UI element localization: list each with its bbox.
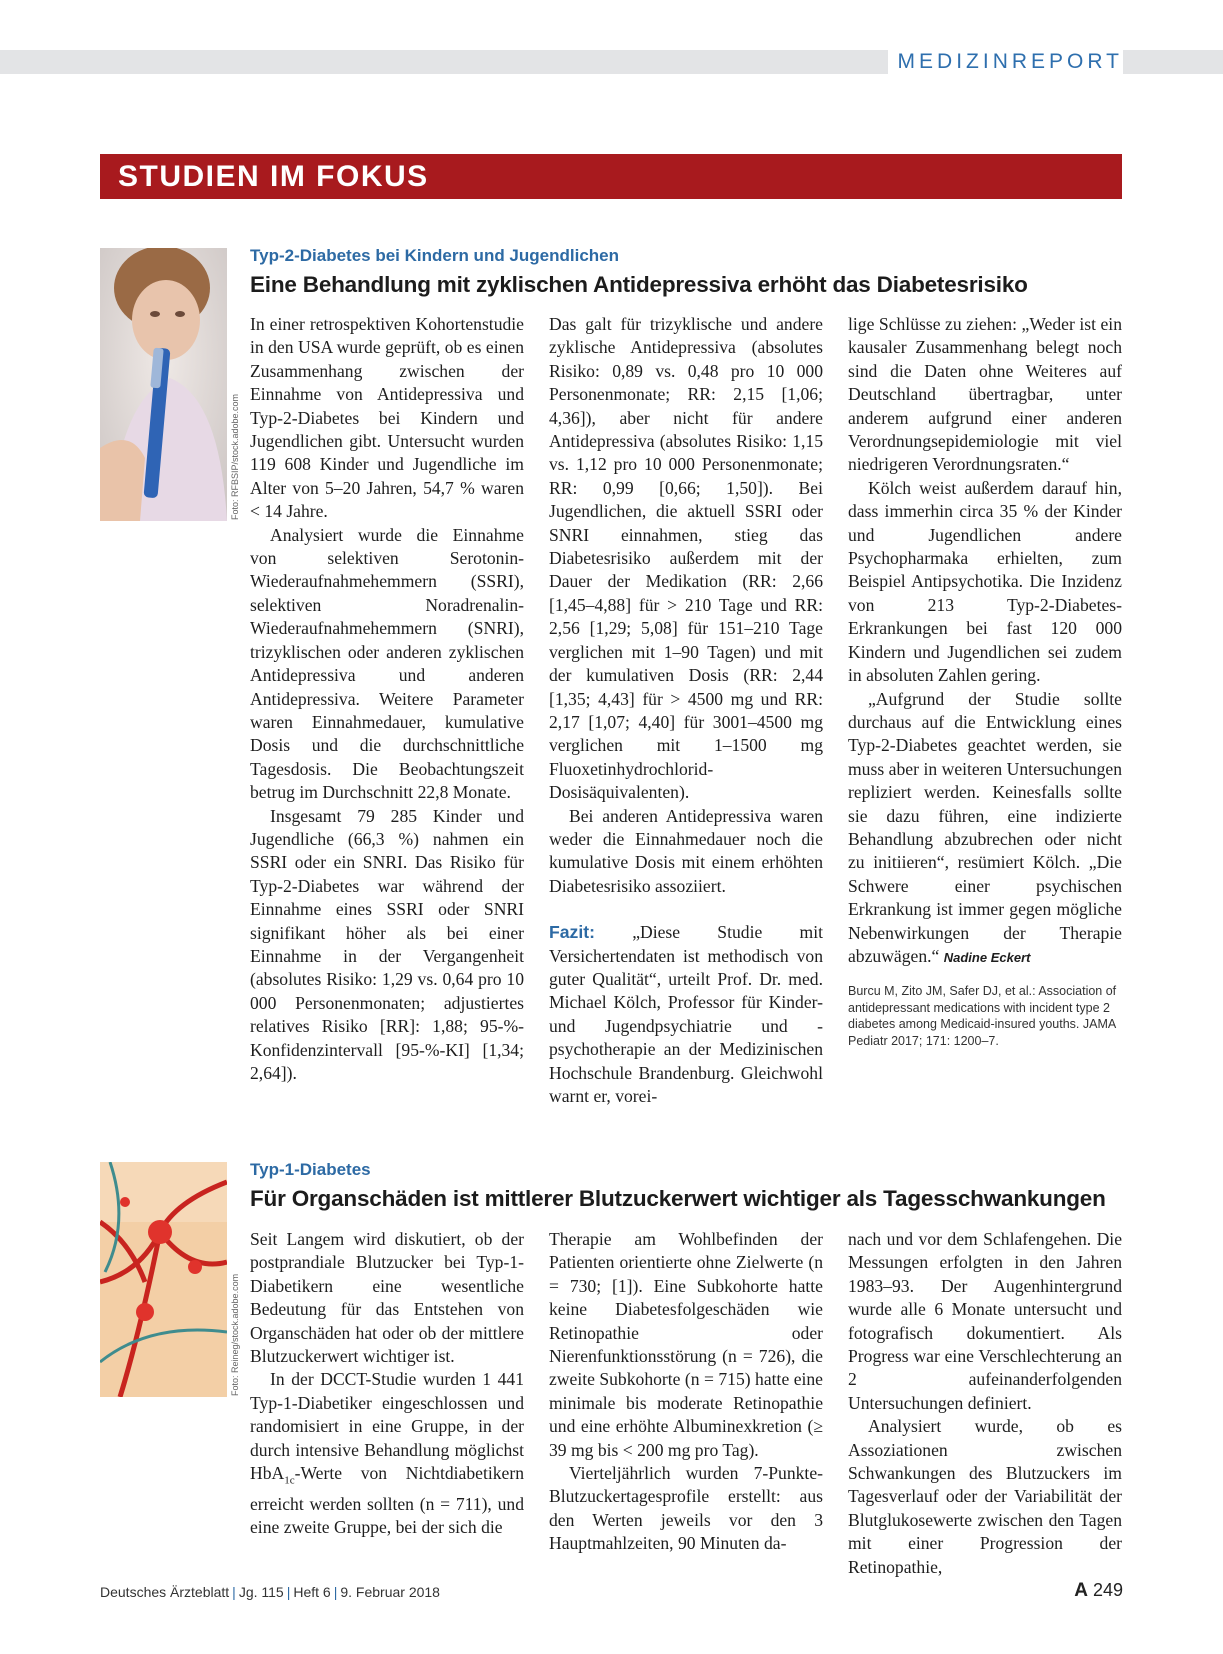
article1-column-3 — [848, 313, 1122, 1049]
fazit-paragraph — [549, 921, 823, 1108]
closing-paragraph — [848, 688, 1122, 970]
author-name: Nadine Eckert — [943, 949, 1031, 965]
paragraph: Analysiert wurde die Einnahme von selektiven Serotonin-Wiederaufnahmehemmern (SSRI), selektiven Noradrenalin-Wiederaufnahmehemmern (SNRI), trizyklischen oder anderen zyklischen Antidepressiva und anderen Antidepressiva. Weitere Parameter waren Einnahmedauer, kumulative Dosis und die durchschnittliche Tagesdosis. Die Beobachtungszeit betrug im Durchschnitt 22,8 Monate. — [250, 524, 524, 803]
article2-headline: Für Organschäden ist mittlerer Blutzuckerwert wichtiger als Tagesschwankungen — [250, 1186, 1106, 1211]
issue-date: 9. Februar 2018 — [340, 1584, 440, 1600]
paragraph: lige Schlüsse zu ziehen: „Weder ist ein kausaler Zusammenhang belegt noch sind die Daten ohne Weiteres auf Deutschland übertragbar, unter anderem aufgrund einer anderen Verordnungsepidemiologie mit viel niedrigeren Verordnungsraten.“ — [848, 314, 1122, 475]
section-label: MEDIZINREPORT — [888, 48, 1123, 76]
paragraph: Therapie am Wohlbefinden der Patienten orientierte ohne Zielwerte (n = 730; [1]). Eine Subkohorte hatte keine Diabetesfolgeschäden wie Retinopathie oder Nierenfunktionsstörung (n = 726), die zweite Subkohorte (n = 715) hatte eine minimale bis moderate Retinopathie und eine erhöhte Albuminexkretion (≥ 39 mg bis < 200 mg pro Tag). — [549, 1229, 823, 1460]
child-insulin-pen-image — [100, 248, 227, 521]
article1-photo — [100, 248, 227, 521]
page-prefix: A — [1074, 1580, 1088, 1601]
issue: Heft 6 — [293, 1584, 331, 1600]
paragraph: nach und vor dem Schlafengehen. Die Messungen erfolgten in den Jahren 1983–93. Der Augenhintergrund wurde alle 6 Monate untersucht und fotografisch dokumentiert. Als Progress war eine Verschlechterung an 2 aufeinanderfolgenden Untersuchungen definiert. — [848, 1229, 1122, 1413]
paragraph: Kölch weist außerdem darauf hin, dass immerhin circa 35 % der Kinder und Jugendlichen andere Psychopharmaka erhielten, zum Beispiel Antipsychotika. Die Inzidenz von 213 Typ-2-Diabetes-Erkrankungen bei fast 120 000 Kindern und Jugendlichen sei zudem in absoluten Zahlen gering. — [848, 477, 1122, 686]
page-number-value: 249 — [1092, 1580, 1123, 1600]
subscript: 1c — [284, 1474, 295, 1487]
fazit-text: „Diese Studie mit Versichertendaten ist methodisch von guter Qualität“, urteilt Prof. Dr. med. Michael Kölch, Professor für Kinder- und Jugendpsychiatrie und -psychotherapie an der Medizinischen Hochschule Brandenburg. Gleichwohl warnt er, vorei- — [549, 922, 823, 1106]
closing-text: „Aufgrund der Studie sollte durchaus auf die Entwicklung eines Typ-2-Diabetes geachtet werden, sie muss aber in weiteren Untersuchungen repliziert werden. Keinesfalls sollte sie dazu führen, eine indizierte Behandlung abzubrechen oder nicht zu initiieren“, resümiert Kölch. „Die Schwere einer psychischen Erkrankung ist immer gegen mögliche Nebenwirkungen der Therapie abzuwägen.“ — [848, 688, 1122, 966]
section-banner: STUDIEN IM FOKUS — [100, 154, 1122, 199]
article2-photo-credit: Foto: Reineg/stock.adobe.com — [230, 1273, 240, 1396]
article2-column-3 — [848, 1228, 1122, 1579]
paragraph: In einer retrospektiven Kohortenstudie in den USA wurde geprüft, ob es einen Zusammenhang zwischen der Einnahme von Antidepressiva und Typ-2-Diabetes bei Kindern und Jugendlichen gibt. Untersucht wurden 119 608 Kinder und Jugendliche im Alter von 5–20 Jahren, 54,7 % waren < 14 Jahre. — [250, 314, 524, 522]
article2-column-2 — [549, 1228, 823, 1556]
paragraph: Insgesamt 79 285 Kinder und Jugendliche (66,3 %) nahmen ein SSRI oder ein SNRI. Das Risiko für Typ-2-Diabetes war während der Einnahme eines SSRI oder SNRI signifikant höher als bei einer Einnahme in der Vergangenheit (absolutes Risiko: 1,29 vs. 0,64 pro 10 000 Personenmonaten; adjustiertes relatives Risiko [RR]: 1,88; 95-%-Konfidenzintervall [95-%-KI] [1,34; 2,64]). — [250, 805, 524, 1083]
paragraph: Das galt für trizyklische und andere zyklische Antidepressiva (absolutes Risiko: 0,89 vs. 0,48 pro 10 000 Personenmonate; RR: 2,15 [1,06; 4,36]), aber nicht für andere Antidepressiva (absolutes Risiko: 1,15 vs. 1,12 pro 10 000 Personenmonate; RR: 0,99 [0,66; 1,50]). Bei Jugendlichen, die aktuell SSRI oder SNRI einnahmen, stieg das Diabetesrisiko außerdem mit der Dauer der Medikation (RR: 2,66 [1,45–4,88] für > 210 Tage und RR: 2,56 [1,29; 5,08] für 151–210 Tage verglichen mit 1–90 Tagen) und mit der kumulativen Dosis (RR: 2,44 [1,35; 4,43] für > 4500 mg und RR: 2,17 [1,07; 4,40] für 3001–4500 mg verglichen mit 1–1500 mg Fluoxetinhydrochlorid-Dosisäquivalenten). — [549, 314, 823, 803]
article2-photo — [100, 1162, 227, 1397]
reference: Burcu M, Zito JM, Safer DJ, et al.: Association of antidepressant medications with incident type 2 diabetes among Medicaid-insured youths. JAMA Pediatr 2017; 171: 1200–7. — [848, 984, 1117, 1048]
paragraph: Seit Langem wird diskutiert, ob der postprandiale Blutzucker bei Typ-1-Diabetikern eine wesentliche Bedeutung für das Entstehen von Organschäden hat oder ob der mittlere Blutzuckerwert wichtiger ist. — [250, 1229, 524, 1367]
paragraph: Analysiert wurde, ob es Assoziationen zwischen Schwankungen des Blutzuckers im Tagesverlauf oder der Variabilität der Blutglukosewerte zwischen den Tagen mit einer Progression der Retinopathie, — [848, 1416, 1122, 1577]
footer-citation: Deutsches Ärzteblatt | Jg. 115 | Heft 6 | 9. Februar 2018 — [100, 1584, 440, 1600]
article1-column-1 — [250, 313, 524, 1085]
article2-column-1 — [250, 1228, 524, 1540]
paragraph: Bei anderen Antidepressiva waren weder die Einnahmedauer noch die kumulative Dosis mit einem erhöhten Diabetesrisiko assoziiert. — [549, 805, 823, 896]
article1-photo-credit: Foto: RFBSIP/stock.adobe.com — [230, 393, 240, 520]
article1-headline: Eine Behandlung mit zyklischen Antidepressiva erhöht das Diabetesrisiko — [250, 272, 1028, 297]
journal-name: Deutsches Ärzteblatt — [100, 1584, 230, 1600]
paragraph: In der DCCT-Studie wurden 1 441 Typ-1-Diabetiker eingeschlossen und randomisiert in eine Gruppe, in der durch intensive Behandlung möglichst HbA$_{1c}$-Werte von Nichtdiabetikern erreicht werden sollten (n = 711), und eine zweite Gruppe, bei der sich die — [250, 1369, 524, 1538]
paragraph: Vierteljährlich wurden 7-Punkte-Blutzuckertagesprofile erstellt: aus den Werten jeweils vor den 3 Hauptmahlzeiten, 90 Minuten da- — [549, 1463, 823, 1554]
fazit-label: Fazit: — [549, 922, 595, 943]
blood-vessels-image — [100, 1162, 227, 1397]
article1-column-2 — [549, 313, 823, 1108]
article2-kicker: Typ-1-Diabetes — [250, 1160, 371, 1179]
article1-kicker: Typ-2-Diabetes bei Kindern und Jugendlichen — [250, 246, 620, 265]
volume: Jg. 115 — [238, 1584, 284, 1600]
page-number — [1074, 1580, 1123, 1602]
